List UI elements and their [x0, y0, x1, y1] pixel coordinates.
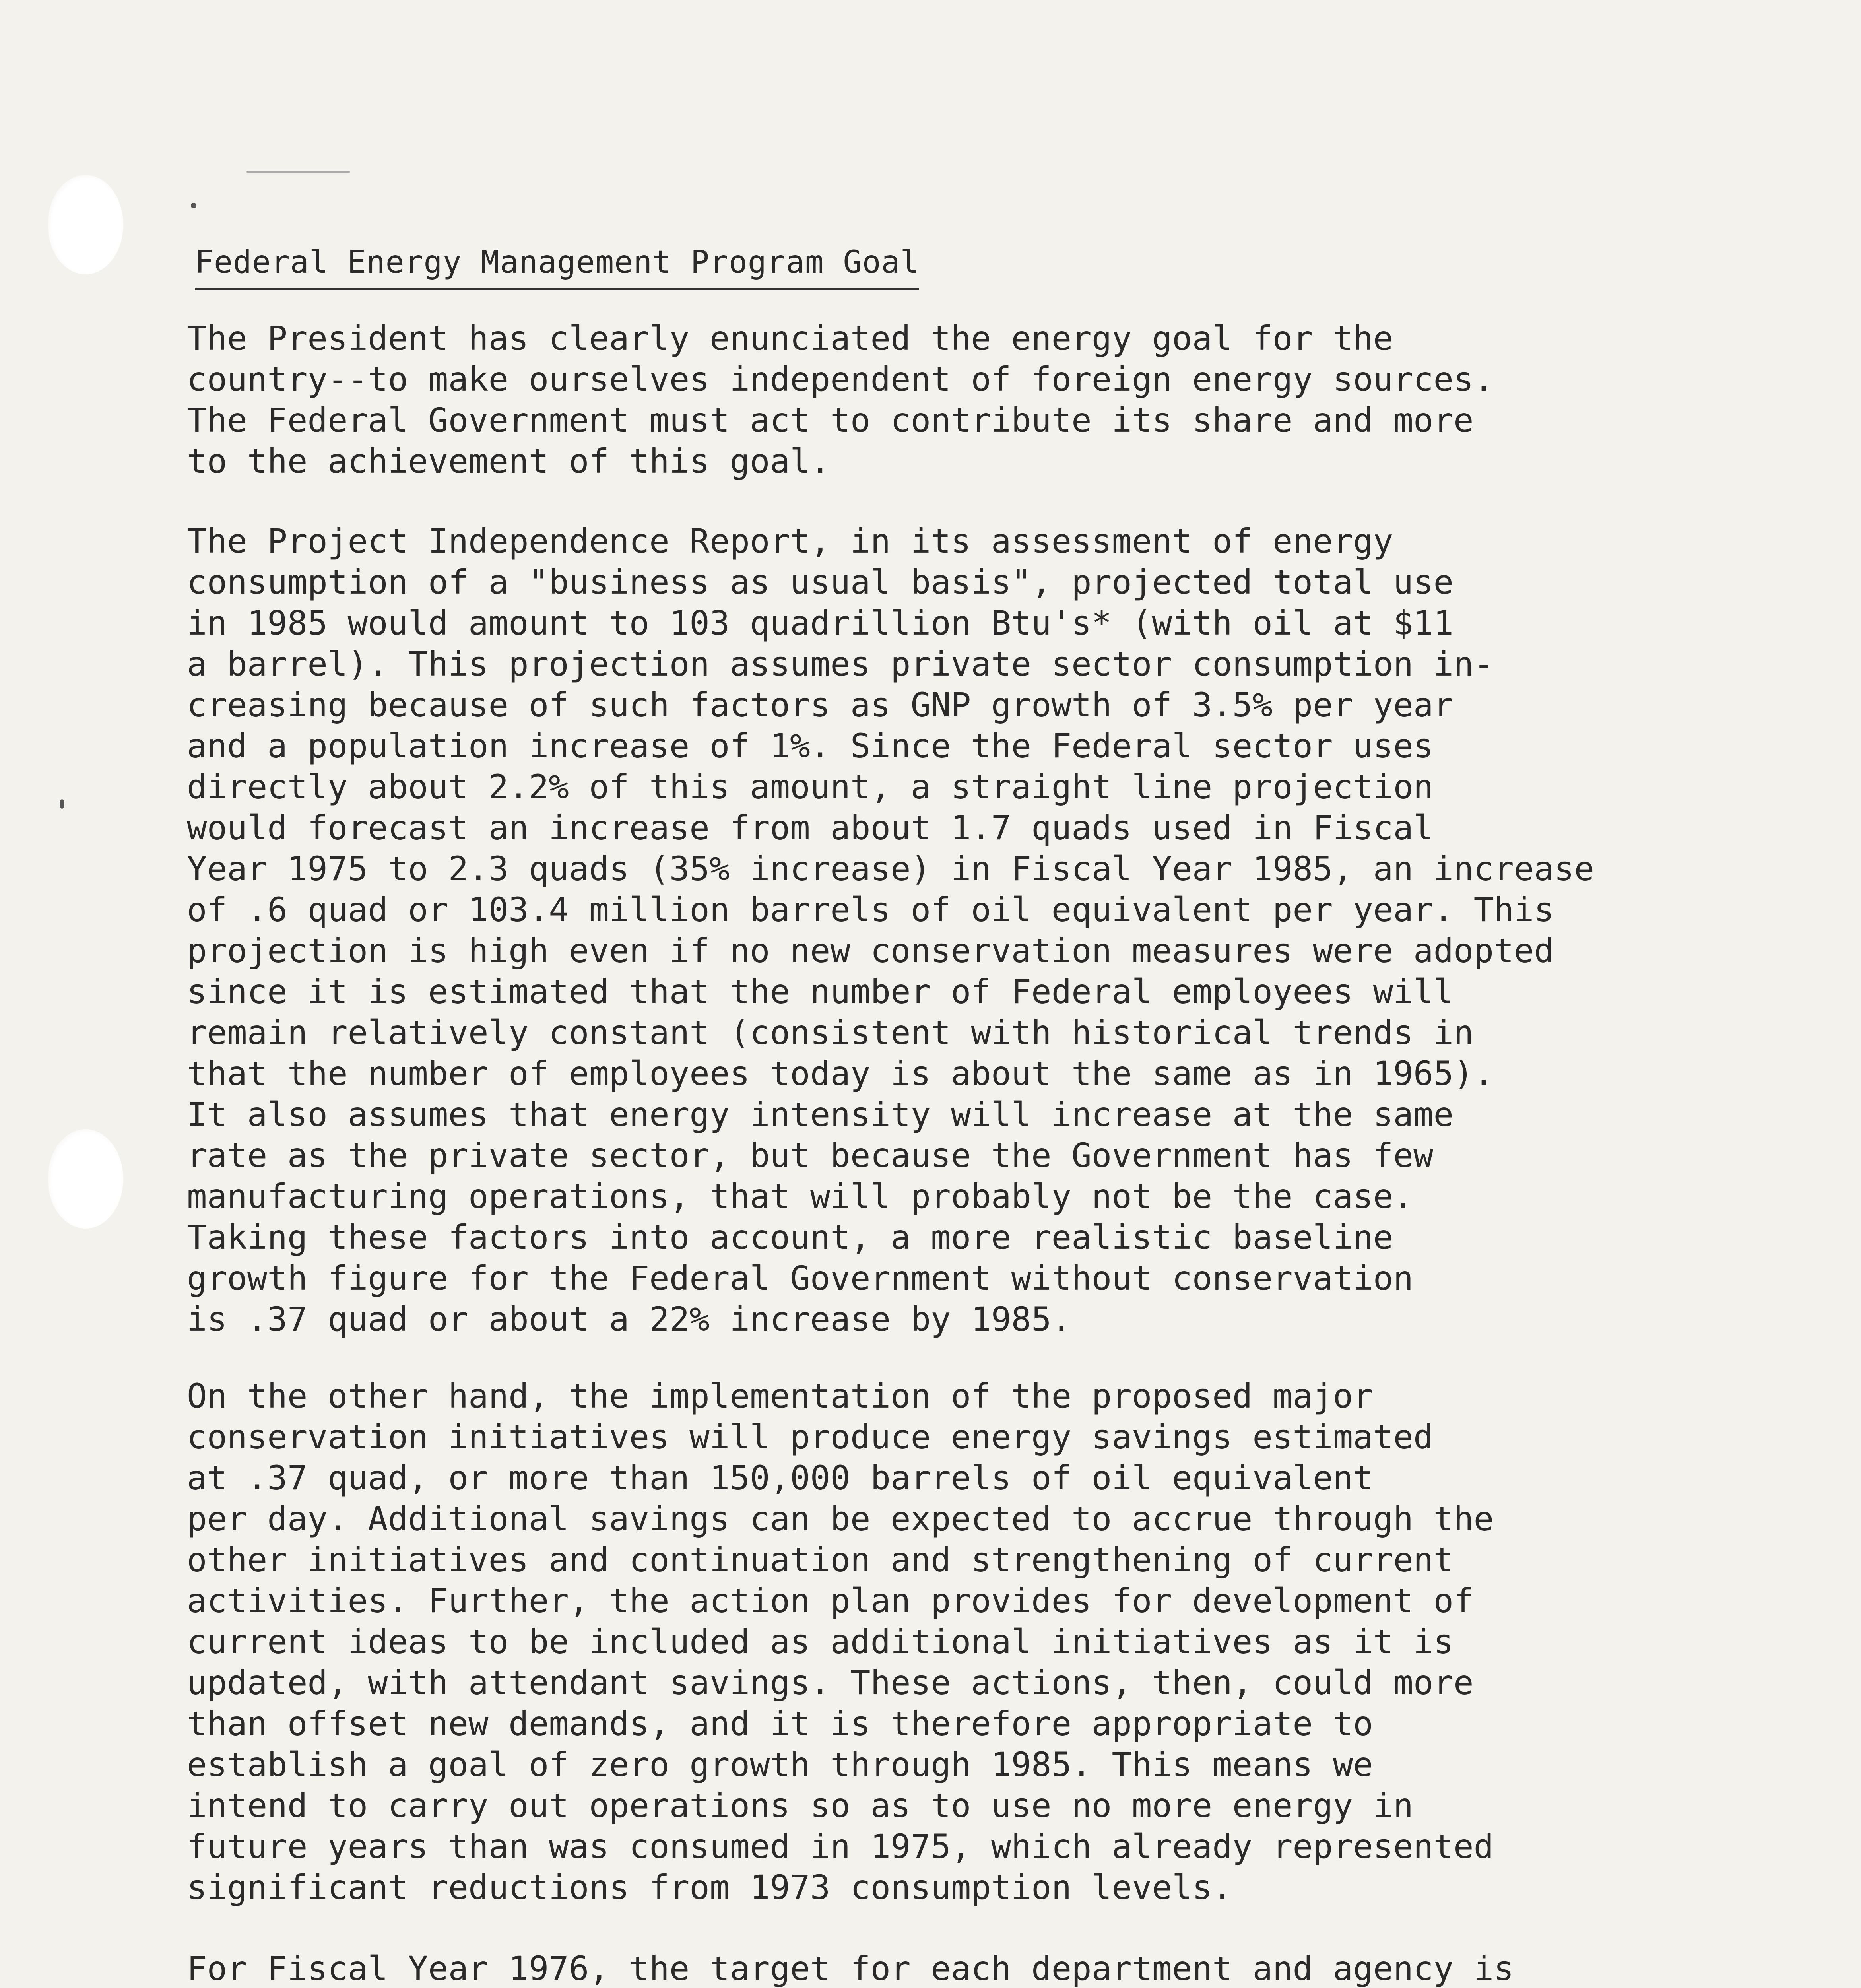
ink-speck — [246, 171, 350, 173]
ink-speck — [191, 203, 196, 208]
ink-speck — [60, 799, 64, 809]
paragraph-fiscal-year-target: For Fiscal Year 1976, the target for each department and agency is — [187, 1949, 1514, 1988]
page-heading: Federal Energy Management Program Goal — [195, 243, 919, 290]
paragraph-conservation-initiatives: On the other hand, the implementation of the proposed major conservation initiatives will produce energy savings estimated at .37 quad, or more than 150,000 barrels of oil equivalent per day. Additional savings can be expected to accrue through the other initiatives and continuation and strengthening of current activities. Further, the action plan provides for development of current ideas to be included as additional initiatives as it is updated, with attendant savings. These actions, then, could more than offset new demands, and it is therefore appropriate to establish a goal of zero growth through 1985. This means we intend to carry out operations so as to use no more energy in future years than was consumed in 1975, which already represented significant reductions from 1973 consumption levels. — [187, 1376, 1494, 1907]
paragraph-projection: The Project Independence Report, in its assessment of energy consumption of a "business as usual basis", projected total use in 1985 would amount to 103 quadrillion Btu's* (with oil at $11 a barrel). This projection assumes private sector consumption in- creasing because of such factors as GNP growth of 3.5% per year and a population increase of 1%. Since the Federal sector uses directly about 2.2% of this amount, a straight line projection would forecast an increase from about 1.7 quads used in Fiscal Year 1975 to 2.3 quads (35% increase) in Fiscal Year 1985, an increase of .6 quad or 103.4 million barrels of oil equivalent per year. This projection is high even if no new conservation measures were adopted since it is estimated that the number of Federal employees will remain relatively constant (consistent with historical trends in that the number of employees today is about the same as in 1965). It also assumes that energy intensity will increase at the same rate as the private sector, but because the Government has few manufacturing operations, that will probably not be the case. Taking these factors into account, a more realistic baseline growth figure for the Federal Government without conservation is .37 quad or about a 22% increase by 1985. — [187, 522, 1595, 1339]
binder-hole-middle — [48, 1129, 123, 1229]
binder-hole-top — [48, 175, 123, 274]
paragraph-goal-statement: The President has clearly enunciated the energy goal for the country--to make ourselves independent of foreign energy sources. The Federal Government must act to contribute its share and more to the achievement of this goal. — [187, 319, 1494, 481]
